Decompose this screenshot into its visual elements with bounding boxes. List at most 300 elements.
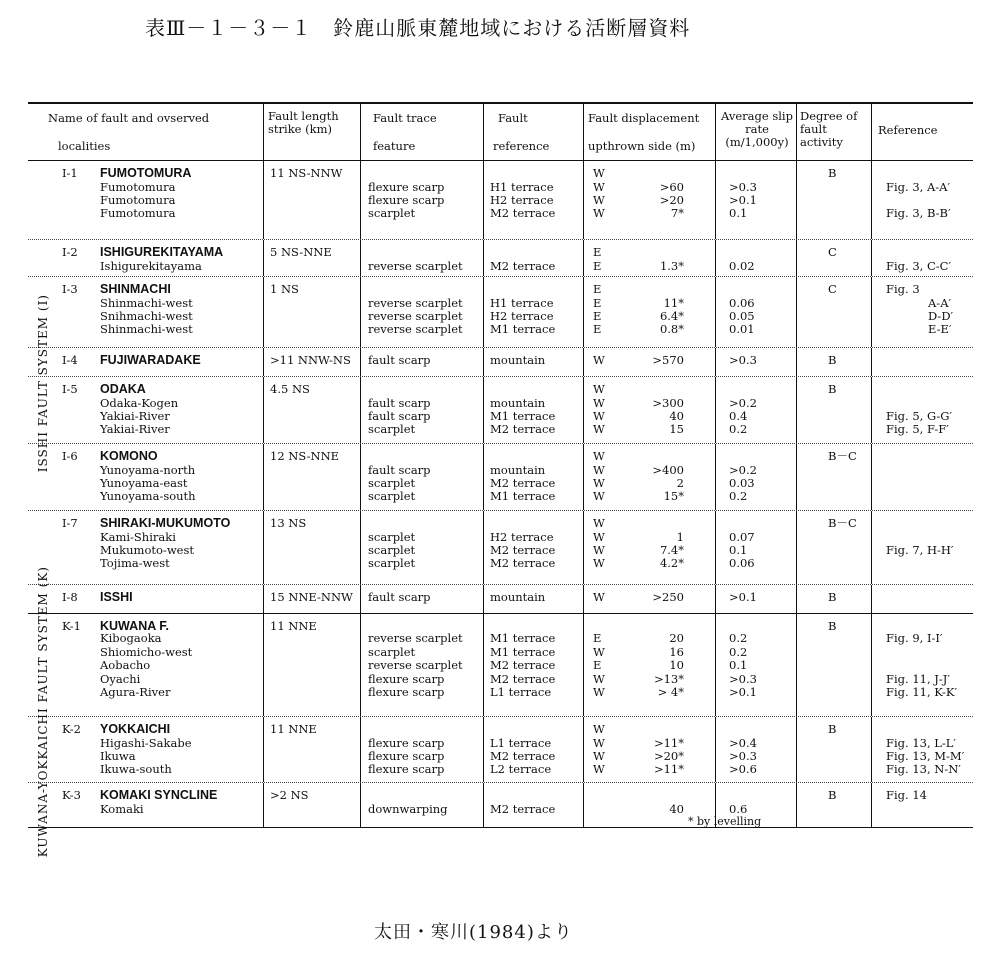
upthrown-side: W (593, 644, 605, 659)
locality: Yakiai-River (100, 409, 170, 423)
fault-reference: M2 terrace (490, 476, 556, 490)
header-name-bottom: localities (58, 139, 111, 153)
displacement: 6.4* (659, 309, 684, 323)
divider (871, 348, 872, 376)
table-header (28, 104, 973, 161)
fault-id: I-6 (62, 449, 78, 463)
divider (796, 614, 797, 716)
fault-activity: B (828, 590, 837, 604)
divider (263, 444, 264, 510)
locality: Shinmachi-west (100, 296, 193, 310)
divider (715, 240, 716, 276)
divider (583, 104, 584, 160)
upthrown-side: W (593, 530, 605, 544)
divider (263, 104, 264, 160)
slip-rate: >0.3 (729, 749, 757, 763)
divider (583, 161, 584, 239)
divider (483, 614, 484, 716)
figure-reference: Fig. 5, G-G′ (886, 409, 953, 423)
divider (583, 614, 584, 716)
fault-reference: mountain (490, 463, 546, 477)
upthrown-side: E (593, 296, 602, 310)
divider (715, 104, 716, 160)
trace-feature: fault scarp (368, 396, 431, 410)
divider (360, 585, 361, 613)
slip-rate: 0.03 (729, 476, 755, 490)
fault-reference: mountain (490, 590, 546, 604)
fault-name: FUJIWARADAKE (100, 353, 201, 367)
divider (715, 444, 716, 510)
displacement: >400 (652, 463, 684, 477)
figure-reference: Fig. 11, K-K′ (886, 685, 958, 699)
divider (871, 377, 872, 443)
upthrown-side: W (593, 193, 605, 207)
fault-name: ISHIGUREKITAYAMA (100, 245, 224, 259)
slip-rate: 0.4 (729, 409, 748, 423)
trace-feature: reverse scarplet (368, 322, 463, 336)
divider (871, 161, 872, 239)
header-name-top: Name of fault and ovserved (48, 111, 210, 125)
figure-reference: Fig. 11, J-J′ (886, 671, 950, 686)
fault-length: 11 NNE (270, 722, 317, 736)
trace-feature: scarplet (368, 476, 416, 490)
divider (483, 240, 484, 276)
header-fref-bottom: reference (493, 139, 550, 153)
figure-reference: D-D′ (928, 309, 954, 323)
slip-rate: 0.2 (729, 489, 748, 503)
divider (871, 585, 872, 613)
divider (871, 783, 872, 827)
trace-feature: flexure scarp (368, 762, 445, 776)
divider (360, 377, 361, 443)
locality: Kami-Shiraki (100, 530, 176, 544)
divider (796, 104, 797, 160)
upthrown-side: W (593, 409, 605, 423)
upthrown-side: E (593, 322, 602, 336)
divider (583, 277, 584, 347)
divider (360, 277, 361, 347)
slip-rate: 0.2 (729, 631, 748, 645)
fault-reference: H1 terrace (490, 180, 554, 194)
fault-activity: B (828, 382, 837, 396)
upthrown-side: W (593, 556, 605, 570)
locality: Aobacho (100, 658, 151, 672)
displacement: 40 (669, 802, 684, 816)
upthrown-side: W (593, 206, 605, 220)
fault-name: YOKKAICHI (100, 722, 171, 736)
slip-rate: >0.4 (729, 736, 757, 750)
slip-rate: 0.06 (729, 296, 755, 310)
fault-activity: B－C (828, 449, 857, 463)
displacement: 0.8* (659, 322, 684, 336)
slip-rate: 0.05 (729, 309, 755, 323)
locality: Mukumoto-west (100, 543, 194, 557)
header-disp-top: Fault displacement (588, 111, 700, 125)
divider (263, 511, 264, 584)
slip-rate: 0.6 (729, 802, 748, 816)
locality: Yunoyama-north (100, 463, 196, 477)
fault-activity: B (828, 788, 837, 802)
fault-slip: >0.1 (729, 590, 757, 604)
fault-side: W (593, 449, 605, 463)
figure-reference: Fig. 3, A-A′ (886, 180, 951, 194)
slip-rate: >0.3 (729, 671, 757, 686)
displacement: >13* (653, 671, 684, 686)
slip-rate: 0.07 (729, 530, 755, 544)
displacement: >20* (653, 749, 684, 763)
divider (583, 348, 584, 376)
upthrown-side: E (593, 631, 602, 645)
displacement: 1 (676, 530, 684, 544)
divider (715, 348, 716, 376)
fault-reference: M2 terrace (490, 543, 556, 557)
figure-reference: Fig. 13, L-L′ (886, 736, 957, 750)
figure-reference: Fig. 3, C-C′ (886, 259, 952, 273)
trace-feature: flexure scarp (368, 671, 445, 686)
divider (483, 377, 484, 443)
fault-reference: H2 terrace (490, 530, 554, 544)
upthrown-side: W (593, 489, 605, 503)
divider (796, 444, 797, 510)
trace-feature: flexure scarp (368, 180, 445, 194)
fault-reference: M2 terrace (490, 671, 556, 686)
divider (483, 585, 484, 613)
fault-name: ISSHI (100, 590, 133, 604)
divider (263, 277, 264, 347)
figure-reference: A-A′ (928, 296, 952, 310)
fault-length: 5 NS-NNE (270, 245, 332, 259)
divider (715, 161, 716, 239)
trace-feature: reverse scarplet (368, 309, 463, 323)
table-body (28, 161, 973, 858)
fault-reference: M1 terrace (490, 322, 556, 336)
displacement: 16 (669, 644, 684, 659)
slip-rate: >0.1 (729, 193, 757, 207)
header-trace-top: Fault trace (373, 111, 437, 125)
locality: Oyachi (100, 671, 141, 686)
fault-id: K-3 (62, 788, 81, 802)
trace-feature: reverse scarplet (368, 296, 463, 310)
locality: Fumotomura (100, 180, 176, 194)
fault-row-i-2 (28, 240, 973, 277)
header-fref-top: Fault (498, 111, 528, 125)
fault-name: SHIRAKI-MUKUMOTO (100, 516, 231, 530)
divider (583, 240, 584, 276)
slip-rate: 0.2 (729, 422, 748, 436)
divider (263, 161, 264, 239)
figure-reference: E-E′ (928, 322, 952, 336)
displacement: >300 (652, 396, 684, 410)
trace-feature: reverse scarplet (368, 259, 463, 273)
fault-id: I-4 (62, 353, 78, 367)
displacement: 1.3* (659, 259, 684, 273)
figure-reference: Fig. 9, I-I′ (886, 631, 943, 645)
divider (715, 585, 716, 613)
trace-feature: scarplet (368, 530, 416, 544)
divider (796, 161, 797, 239)
upthrown-side: W (593, 736, 605, 750)
fault-slip: >0.3 (729, 353, 757, 367)
divider (871, 614, 872, 716)
locality: Yakiai-River (100, 422, 170, 436)
fault-side: E (593, 282, 602, 296)
trace-feature: flexure scarp (368, 749, 445, 763)
fault-row-i-6 (28, 444, 973, 511)
divider (360, 444, 361, 510)
figure-reference: Fig. 5, F-F′ (886, 422, 949, 436)
fault-name: KOMAKI SYNCLINE (100, 788, 218, 802)
trace-feature: flexure scarp (368, 736, 445, 750)
fault-reference: H2 terrace (490, 309, 554, 323)
divider (263, 614, 264, 716)
upthrown-side: W (593, 671, 605, 686)
fault-displacement: >250 (652, 590, 684, 604)
figure-reference: Fig. 13, N-N′ (886, 762, 961, 776)
trace-feature: flexure scarp (368, 685, 445, 699)
locality: Ishigurekitayama (100, 259, 202, 273)
fault-reference: M2 terrace (490, 802, 556, 816)
displacement: 40 (669, 409, 684, 423)
fault-side: W (593, 722, 605, 736)
fault-length: 4.5 NS (270, 382, 310, 396)
header-reference: Reference (878, 123, 938, 137)
fault-figure: Fig. 3 (886, 282, 920, 296)
trace-feature: fault scarp (368, 409, 431, 423)
displacement: 20 (669, 631, 684, 645)
fault-id: I-7 (62, 516, 78, 530)
divider (796, 717, 797, 782)
divider (796, 585, 797, 613)
divider (583, 377, 584, 443)
slip-rate: 0.02 (729, 259, 755, 273)
fault-reference: M1 terrace (490, 489, 556, 503)
fault-feature: fault scarp (368, 353, 431, 367)
fault-id: I-3 (62, 282, 78, 296)
locality: Yunoyama-south (100, 489, 196, 503)
displacement: 4.2* (659, 556, 684, 570)
divider (583, 783, 584, 827)
displacement: >20 (659, 193, 684, 207)
slip-rate: >0.2 (729, 463, 757, 477)
divider (715, 277, 716, 347)
divider (263, 717, 264, 782)
divider (360, 161, 361, 239)
displacement: > 4* (657, 685, 684, 699)
fault-name: FUMOTOMURA (100, 166, 192, 180)
divider (796, 240, 797, 276)
upthrown-side: E (593, 658, 602, 672)
slip-rate: >0.2 (729, 396, 757, 410)
fault-reference: M1 terrace (490, 631, 556, 645)
fault-reference: mountain (490, 353, 546, 367)
displacement: 15 (669, 422, 684, 436)
fault-length: >2 NS (270, 788, 309, 802)
divider (871, 717, 872, 782)
fault-activity: B (828, 166, 837, 180)
fault-name: KUWANA F. (100, 619, 169, 633)
fault-row-i-3 (28, 277, 973, 348)
locality: Fumotomura (100, 193, 176, 207)
upthrown-side: W (593, 476, 605, 490)
fault-row-k-1 (28, 614, 973, 717)
slip-rate: 0.1 (729, 206, 748, 220)
slip-rate: 0.1 (729, 543, 748, 557)
fault-row-i-7 (28, 511, 973, 585)
figure-reference: Fig. 13, M-M′ (886, 749, 965, 763)
fault-feature: fault scarp (368, 590, 431, 604)
fault-id: I-2 (62, 245, 78, 259)
fault-name: SHINMACHI (100, 282, 171, 296)
fault-side: W (593, 516, 605, 530)
locality: Higashi-Sakabe (100, 736, 192, 750)
fault-side: E (593, 245, 602, 259)
divider (483, 783, 484, 827)
divider (360, 614, 361, 716)
trace-feature: scarplet (368, 543, 416, 557)
fault-reference: M2 terrace (490, 206, 556, 220)
source-footer: 太田・寒川(1984)より (374, 922, 573, 943)
divider (263, 585, 264, 613)
locality: Tojima-west (100, 556, 170, 570)
displacement: 7* (670, 206, 684, 220)
divider (871, 277, 872, 347)
fault-id: I-1 (62, 166, 78, 180)
header-trace-bottom: feature (373, 139, 416, 153)
trace-feature: scarplet (368, 644, 416, 659)
locality: Shiomicho-west (100, 644, 193, 659)
fault-length: 13 NS (270, 516, 307, 530)
displacement: 11* (663, 296, 684, 310)
divider (263, 783, 264, 827)
fault-length: 11 NS-NNW (270, 166, 343, 180)
upthrown-side: W (593, 749, 605, 763)
fault-reference: L1 terrace (490, 736, 552, 750)
locality: Agura-River (100, 685, 171, 699)
upthrown-side: W (593, 180, 605, 194)
fault-system-text: KUWANA-YOKKAICHI FAULT SYSTEM (K) (35, 565, 50, 858)
divider (796, 783, 797, 827)
fault-reference: M2 terrace (490, 658, 556, 672)
upthrown-side: W (593, 543, 605, 557)
displacement: 2 (676, 476, 684, 490)
fault-row-i-8 (28, 585, 973, 614)
header-disp-bottom: upthrown side (m) (588, 139, 696, 153)
divider (796, 277, 797, 347)
fault-id: I-5 (62, 382, 78, 396)
fault-reference: M2 terrace (490, 556, 556, 570)
fault-activity: C (828, 282, 837, 296)
upthrown-side: E (593, 259, 602, 273)
upthrown-side: W (593, 463, 605, 477)
trace-feature: scarplet (368, 556, 416, 570)
fault-row-k-3 (28, 783, 973, 828)
displacement: 7.4* (659, 543, 684, 557)
trace-feature: flexure scarp (368, 193, 445, 207)
displacement: >11* (653, 762, 684, 776)
divider (583, 585, 584, 613)
fault-reference: H2 terrace (490, 193, 554, 207)
fault-side: W (593, 590, 605, 604)
divider (483, 104, 484, 160)
locality: Odaka-Kogen (100, 396, 179, 410)
fault-reference: M1 terrace (490, 409, 556, 423)
fault-length: 11 NNE (270, 619, 317, 633)
fault-id: K-2 (62, 722, 81, 736)
fault-displacement: >570 (652, 353, 684, 367)
fault-reference: M2 terrace (490, 259, 556, 273)
fault-system-label (28, 161, 58, 606)
divider (871, 104, 872, 160)
fault-activity: B (828, 353, 837, 367)
upthrown-side: W (593, 396, 605, 410)
locality: Yunoyama-east (100, 476, 188, 490)
divider (583, 511, 584, 584)
fault-side: W (593, 353, 605, 367)
divider (715, 717, 716, 782)
fault-activity: B (828, 619, 837, 633)
divider (360, 511, 361, 584)
divider (483, 444, 484, 510)
figure-reference: Fig. 3, B-B′ (886, 206, 951, 220)
divider (263, 377, 264, 443)
fault-figure: Fig. 14 (886, 788, 927, 802)
trace-feature: fault scarp (368, 463, 431, 477)
divider (871, 240, 872, 276)
divider (483, 511, 484, 584)
divider (796, 348, 797, 376)
locality: Shinmachi-west (100, 322, 193, 336)
divider (715, 614, 716, 716)
displacement: >11* (653, 736, 684, 750)
trace-feature: reverse scarplet (368, 631, 463, 645)
fault-activity: B (828, 722, 837, 736)
divider (871, 444, 872, 510)
slip-rate: 0.06 (729, 556, 755, 570)
locality: Komaki (100, 802, 144, 816)
fault-id: I-8 (62, 590, 78, 604)
divider (583, 444, 584, 510)
locality: Ikuwa-south (100, 762, 172, 776)
fault-name: KOMONO (100, 449, 158, 463)
trace-feature: scarplet (368, 206, 416, 220)
slip-rate: >0.6 (729, 762, 757, 776)
fault-length: 12 NS-NNE (270, 449, 340, 463)
slip-rate: >0.1 (729, 685, 757, 699)
trace-feature: reverse scarplet (368, 658, 463, 672)
upthrown-side: W (593, 685, 605, 699)
fault-row-k-2 (28, 717, 973, 783)
fault-id: K-1 (62, 619, 81, 633)
fault-length: >11 NNW-NS (270, 353, 351, 367)
upthrown-side: W (593, 422, 605, 436)
fault-system-label (28, 565, 58, 858)
divider (483, 348, 484, 376)
levelling-note: * by levelling (688, 815, 762, 828)
header-length: Fault length strike (km) (268, 109, 339, 136)
displacement: 10 (669, 658, 684, 672)
fault-table (28, 102, 973, 858)
header-degree: Degree of fault activity (800, 109, 858, 149)
fault-row-i-4 (28, 348, 973, 377)
divider (263, 240, 264, 276)
fault-length: 1 NS (270, 282, 299, 296)
fault-reference: M2 terrace (490, 749, 556, 763)
divider (360, 783, 361, 827)
fault-reference: M1 terrace (490, 644, 556, 659)
divider (715, 377, 716, 443)
divider (360, 104, 361, 160)
locality: Fumotomura (100, 206, 176, 220)
